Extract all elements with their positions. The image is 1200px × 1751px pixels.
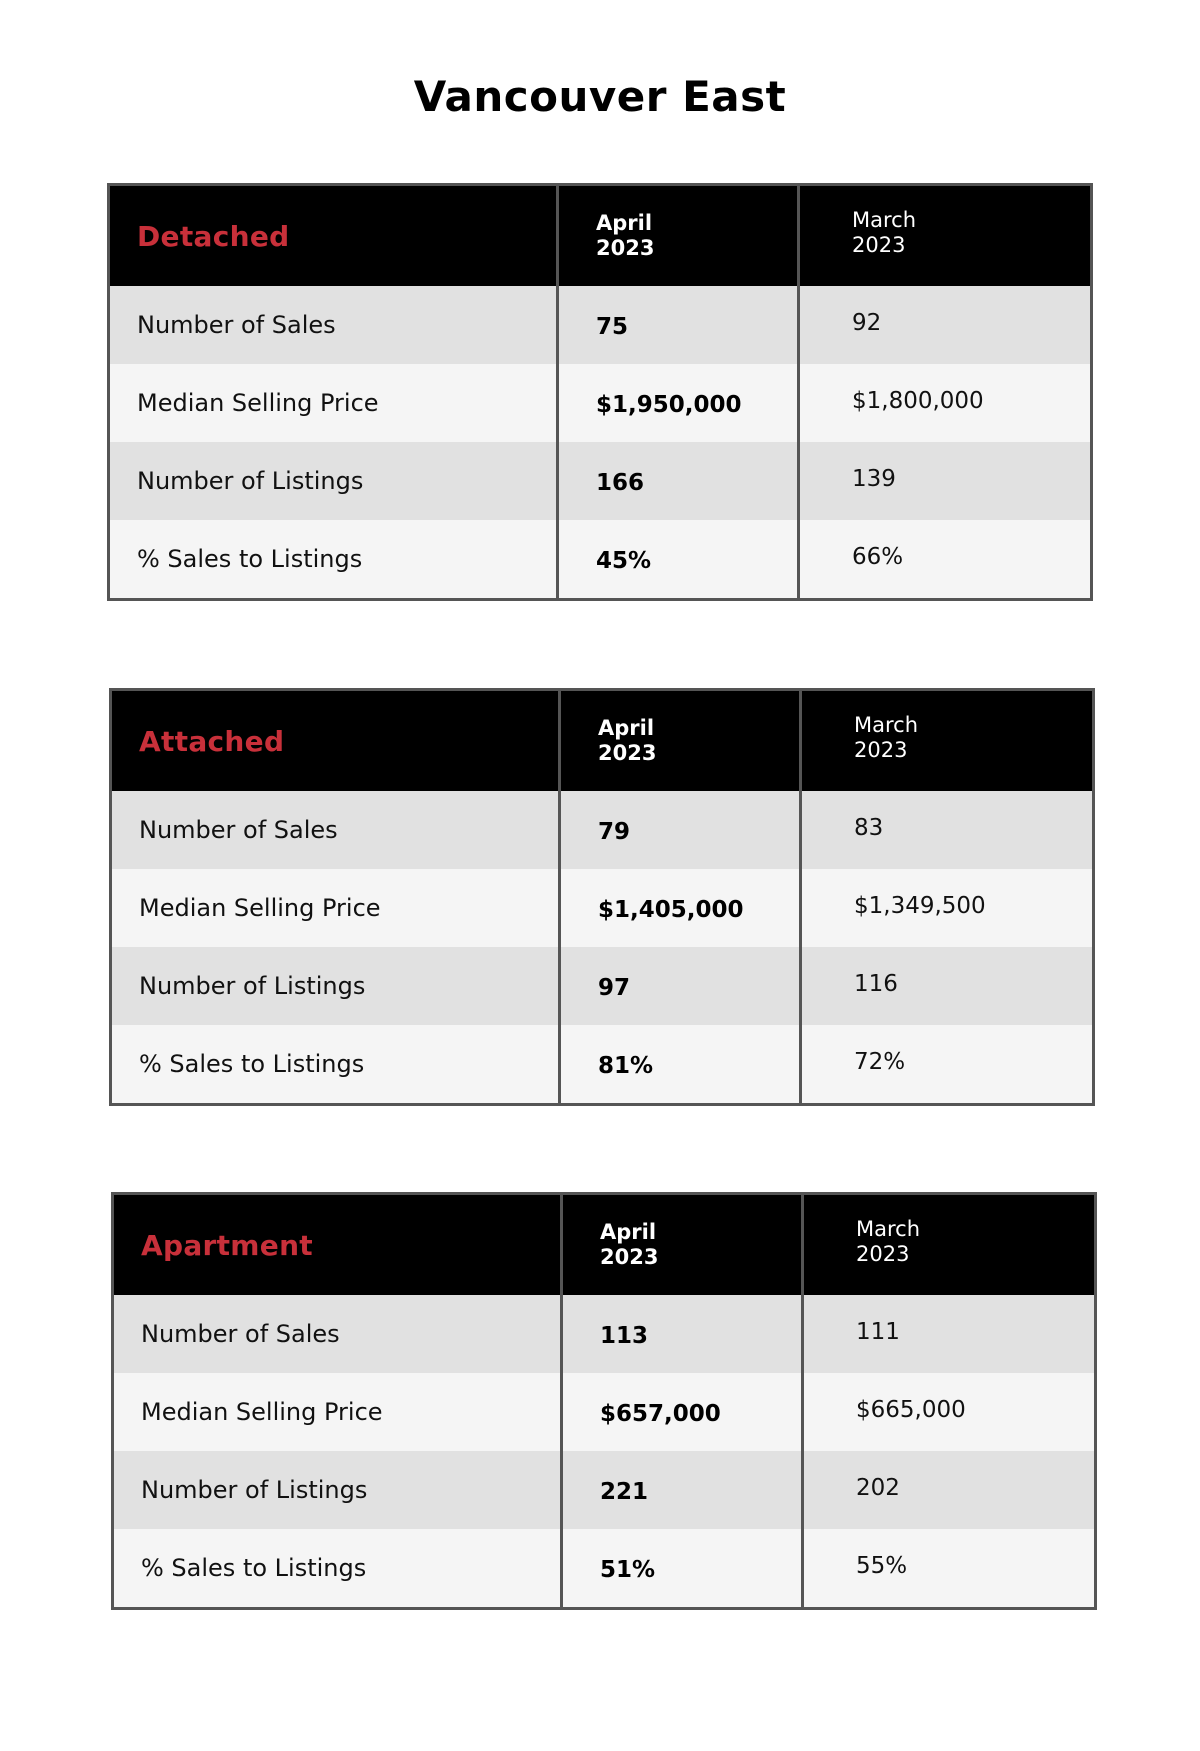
table-row — [110, 364, 1090, 442]
current-period-header — [596, 211, 654, 261]
category-title: Detached — [137, 219, 290, 253]
metric-label: % Sales to Listings — [137, 545, 363, 573]
previous-year: 2023 — [856, 1242, 910, 1266]
table-header — [110, 186, 1090, 286]
metric-label: Median Selling Price — [141, 1398, 383, 1426]
current-value: 113 — [600, 1323, 649, 1349]
current-value: 97 — [598, 975, 631, 1001]
current-month: April — [600, 1220, 657, 1244]
metric-label: Number of Listings — [141, 1476, 368, 1504]
page-title: Vancouver East — [413, 72, 787, 121]
previous-value: $1,349,500 — [854, 893, 986, 919]
table-header — [112, 691, 1092, 791]
current-year: 2023 — [596, 236, 655, 260]
metric-label: Median Selling Price — [137, 389, 379, 417]
current-value: $1,405,000 — [598, 897, 744, 923]
current-period-header — [598, 716, 656, 766]
metric-label: Number of Sales — [141, 1320, 340, 1348]
previous-year: 2023 — [854, 738, 908, 762]
current-value: 75 — [596, 314, 629, 340]
previous-value: 139 — [852, 466, 896, 492]
metric-label: Number of Listings — [137, 467, 364, 495]
previous-period-header — [856, 1217, 920, 1267]
previous-year: 2023 — [852, 233, 906, 257]
category-title: Apartment — [141, 1228, 313, 1262]
table-row — [114, 1529, 1094, 1607]
metric-label: Median Selling Price — [139, 894, 381, 922]
previous-period-header — [852, 208, 916, 258]
previous-value: 111 — [856, 1319, 900, 1345]
current-value: 166 — [596, 470, 645, 496]
current-value: 79 — [598, 819, 631, 845]
table-row — [112, 947, 1092, 1025]
table-row — [112, 1025, 1092, 1103]
previous-value: $665,000 — [856, 1397, 966, 1423]
current-month: April — [596, 211, 653, 235]
table-row — [112, 869, 1092, 947]
metric-label: Number of Sales — [137, 311, 336, 339]
previous-value: 202 — [856, 1475, 900, 1501]
current-value: 81% — [598, 1053, 654, 1079]
metric-label: % Sales to Listings — [139, 1050, 365, 1078]
previous-value: $1,800,000 — [852, 388, 984, 414]
previous-month: March — [856, 1217, 921, 1241]
previous-value: 83 — [854, 815, 884, 841]
previous-value: 66% — [852, 544, 904, 570]
metric-label: Number of Sales — [139, 816, 338, 844]
previous-month: March — [852, 208, 917, 232]
table-row — [112, 791, 1092, 869]
category-title: Attached — [139, 724, 285, 758]
previous-value: 72% — [854, 1049, 906, 1075]
metric-label: Number of Listings — [139, 972, 366, 1000]
previous-value: 116 — [854, 971, 898, 997]
previous-month: March — [854, 713, 919, 737]
current-value: $657,000 — [600, 1401, 721, 1427]
previous-value: 92 — [852, 310, 882, 336]
detached-table — [107, 183, 1093, 601]
current-value: 45% — [596, 548, 652, 574]
current-year: 2023 — [600, 1245, 659, 1269]
table-row — [110, 442, 1090, 520]
current-month: April — [598, 716, 655, 740]
table-row — [110, 520, 1090, 598]
current-value: 51% — [600, 1557, 656, 1583]
previous-value: 55% — [856, 1553, 908, 1579]
current-year: 2023 — [598, 741, 657, 765]
apartment-table — [111, 1192, 1097, 1610]
current-period-header — [600, 1220, 658, 1270]
attached-table — [109, 688, 1095, 1106]
current-value: $1,950,000 — [596, 392, 742, 418]
table-header — [114, 1195, 1094, 1295]
table-row — [110, 286, 1090, 364]
previous-period-header — [854, 713, 918, 763]
table-row — [114, 1373, 1094, 1451]
table-row — [114, 1295, 1094, 1373]
table-row — [114, 1451, 1094, 1529]
metric-label: % Sales to Listings — [141, 1554, 367, 1582]
current-value: 221 — [600, 1479, 649, 1505]
